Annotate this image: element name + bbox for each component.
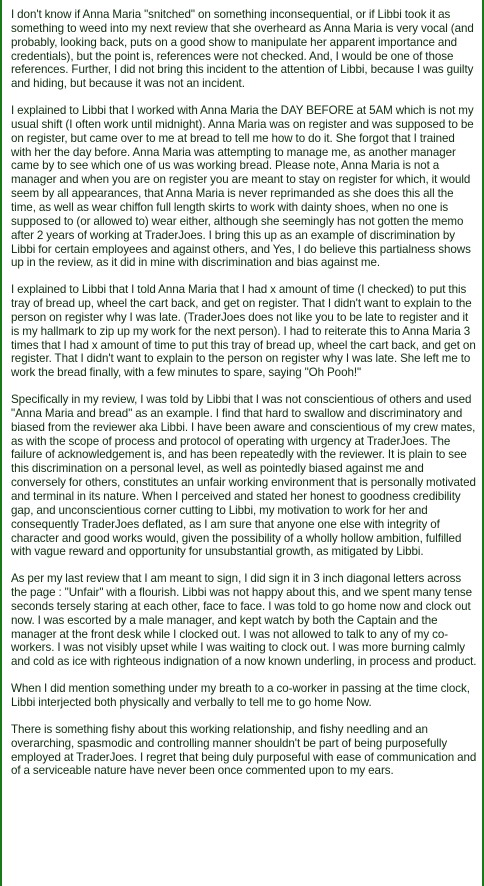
paragraph-4: Specifically in my review, I was told by Libbi that I was not conscientious of others and used "Anna Maria and bread" as an example. I find that hard to swallow and discriminatory and biased from the reviewer aka Libbi. I have been aware and conscientious of my crew mates, as with the scope of process and protocol of operating with urgency at TraderJoes. The failure of acknowledgement is, and has been repeatedly with the reviewer. It is plain to see this discrimination on a personal level, as well as pointedly biased against me and conversely for others, constitutes an unfair working environment that is personally motivated and terminal in its nature. When I perceived and stated her honest to goodness credibility gap, and unconscientious corner cutting to Libbi, my motivation to work for her and consequently TraderJoes deflated, as I am sure that anyone one else with integrity of character and good works would, given the possibility of a wholly hollow ambition, fulfilled with vague reward and opportunity for unsubstantial growth, as mitigated by Libbi.: [11, 393, 476, 559]
paragraph-7: There is something fishy about this working relationship, and fishy needling and an overarching, spasmodic and controlling manner shouldn't be part of being purposefully employed at TraderJoes. I regret that being duly purposeful with ease of communication and of a serviceable nature have never been once commented upon to my ears.: [11, 722, 477, 778]
paragraph-6: When I did mention something under my breath to a co-worker in passing at the time clock, Libbi interjected both physically and verbally to tell me to go home Now.: [11, 682, 470, 709]
document-body: [2, 0, 482, 778]
paragraph-3: I explained to Libbi that I told Anna Maria that I had x amount of time (I checked) to put this tray of bread up, wheel the cart back, and get on register. That I didn't want to explain to the person on register why I was late. (TraderJoes does not like you to be late to register and it is my hallmark to zip up my work for the next person). I had to reiterate this to Anna Maria 3 times that I had x amount of time to put this tray of bread up, wheel the cart back, and get on register. That I didn't want to explain to the person on register why I was late. She left me to work the bread finally, with a few minutes to spare, saying "Oh Pooh!": [11, 283, 476, 380]
paragraph-2: I explained to Libbi that I worked with Anna Maria the DAY BEFORE at 5AM which is not my usual shift (I often work until midnight). Anna Maria was on register and was supposed to be on register, but came over to me at bread to tell me how to do it. She forgot that I trained with her the day before. Anna Maria was attempting to manage me, as another manager came by to see which one of us was working bread. Please note, Anna Maria is not a manager and when you are on register you are meant to stay on register for which, it would seem by all appearances, that Anna Maria is never reprimanded as she does this all the time, as well as wear chiffon full length skirts to work with dainty shoes, when no one is supposed to (or allowed to) wear either, although she seemingly has not gotten the memo after 2 years of working at TraderJoes. I bring this up as an example of discrimination by Libbi for certain employees and against others, and Yes, I do believe this partialness shows up in the review, as it did in mine with discrimination and bias against me.: [11, 104, 474, 270]
paragraph-5: As per my last review that I am meant to sign, I did sign it in 3 inch diagonal letters across the page : "Unfair" with a flourish. Libbi was not happy about this, and we spent many tense seconds tersely staring at each other, face to face. I was told to go home now and clock out now. I was escorted by a male manager, and kept watch by both the Captain and the manager at the front desk while I clocked out. I was not allowed to talk to any of my co-workers. I was not visibly upset while I was waiting to clock out. I was more burning calmly and cold as ice with righteous indignation of a now known underling, in process and product.: [11, 572, 477, 669]
paragraph-1: I don't know if Anna Maria "snitched" on something inconsequential, or if Libbi took it as something to weed into my next review that she overheard as Anna Maria is very vocal (and probably, looking back, puts on a good show to manipulate her apparent importance and credentials), but the point is, references were not checked. And, I would be one of those references. Further, I did not bring this incident to the attention of Libbi, because I was guilty and hiding, but because it was not an incident.: [11, 8, 474, 91]
